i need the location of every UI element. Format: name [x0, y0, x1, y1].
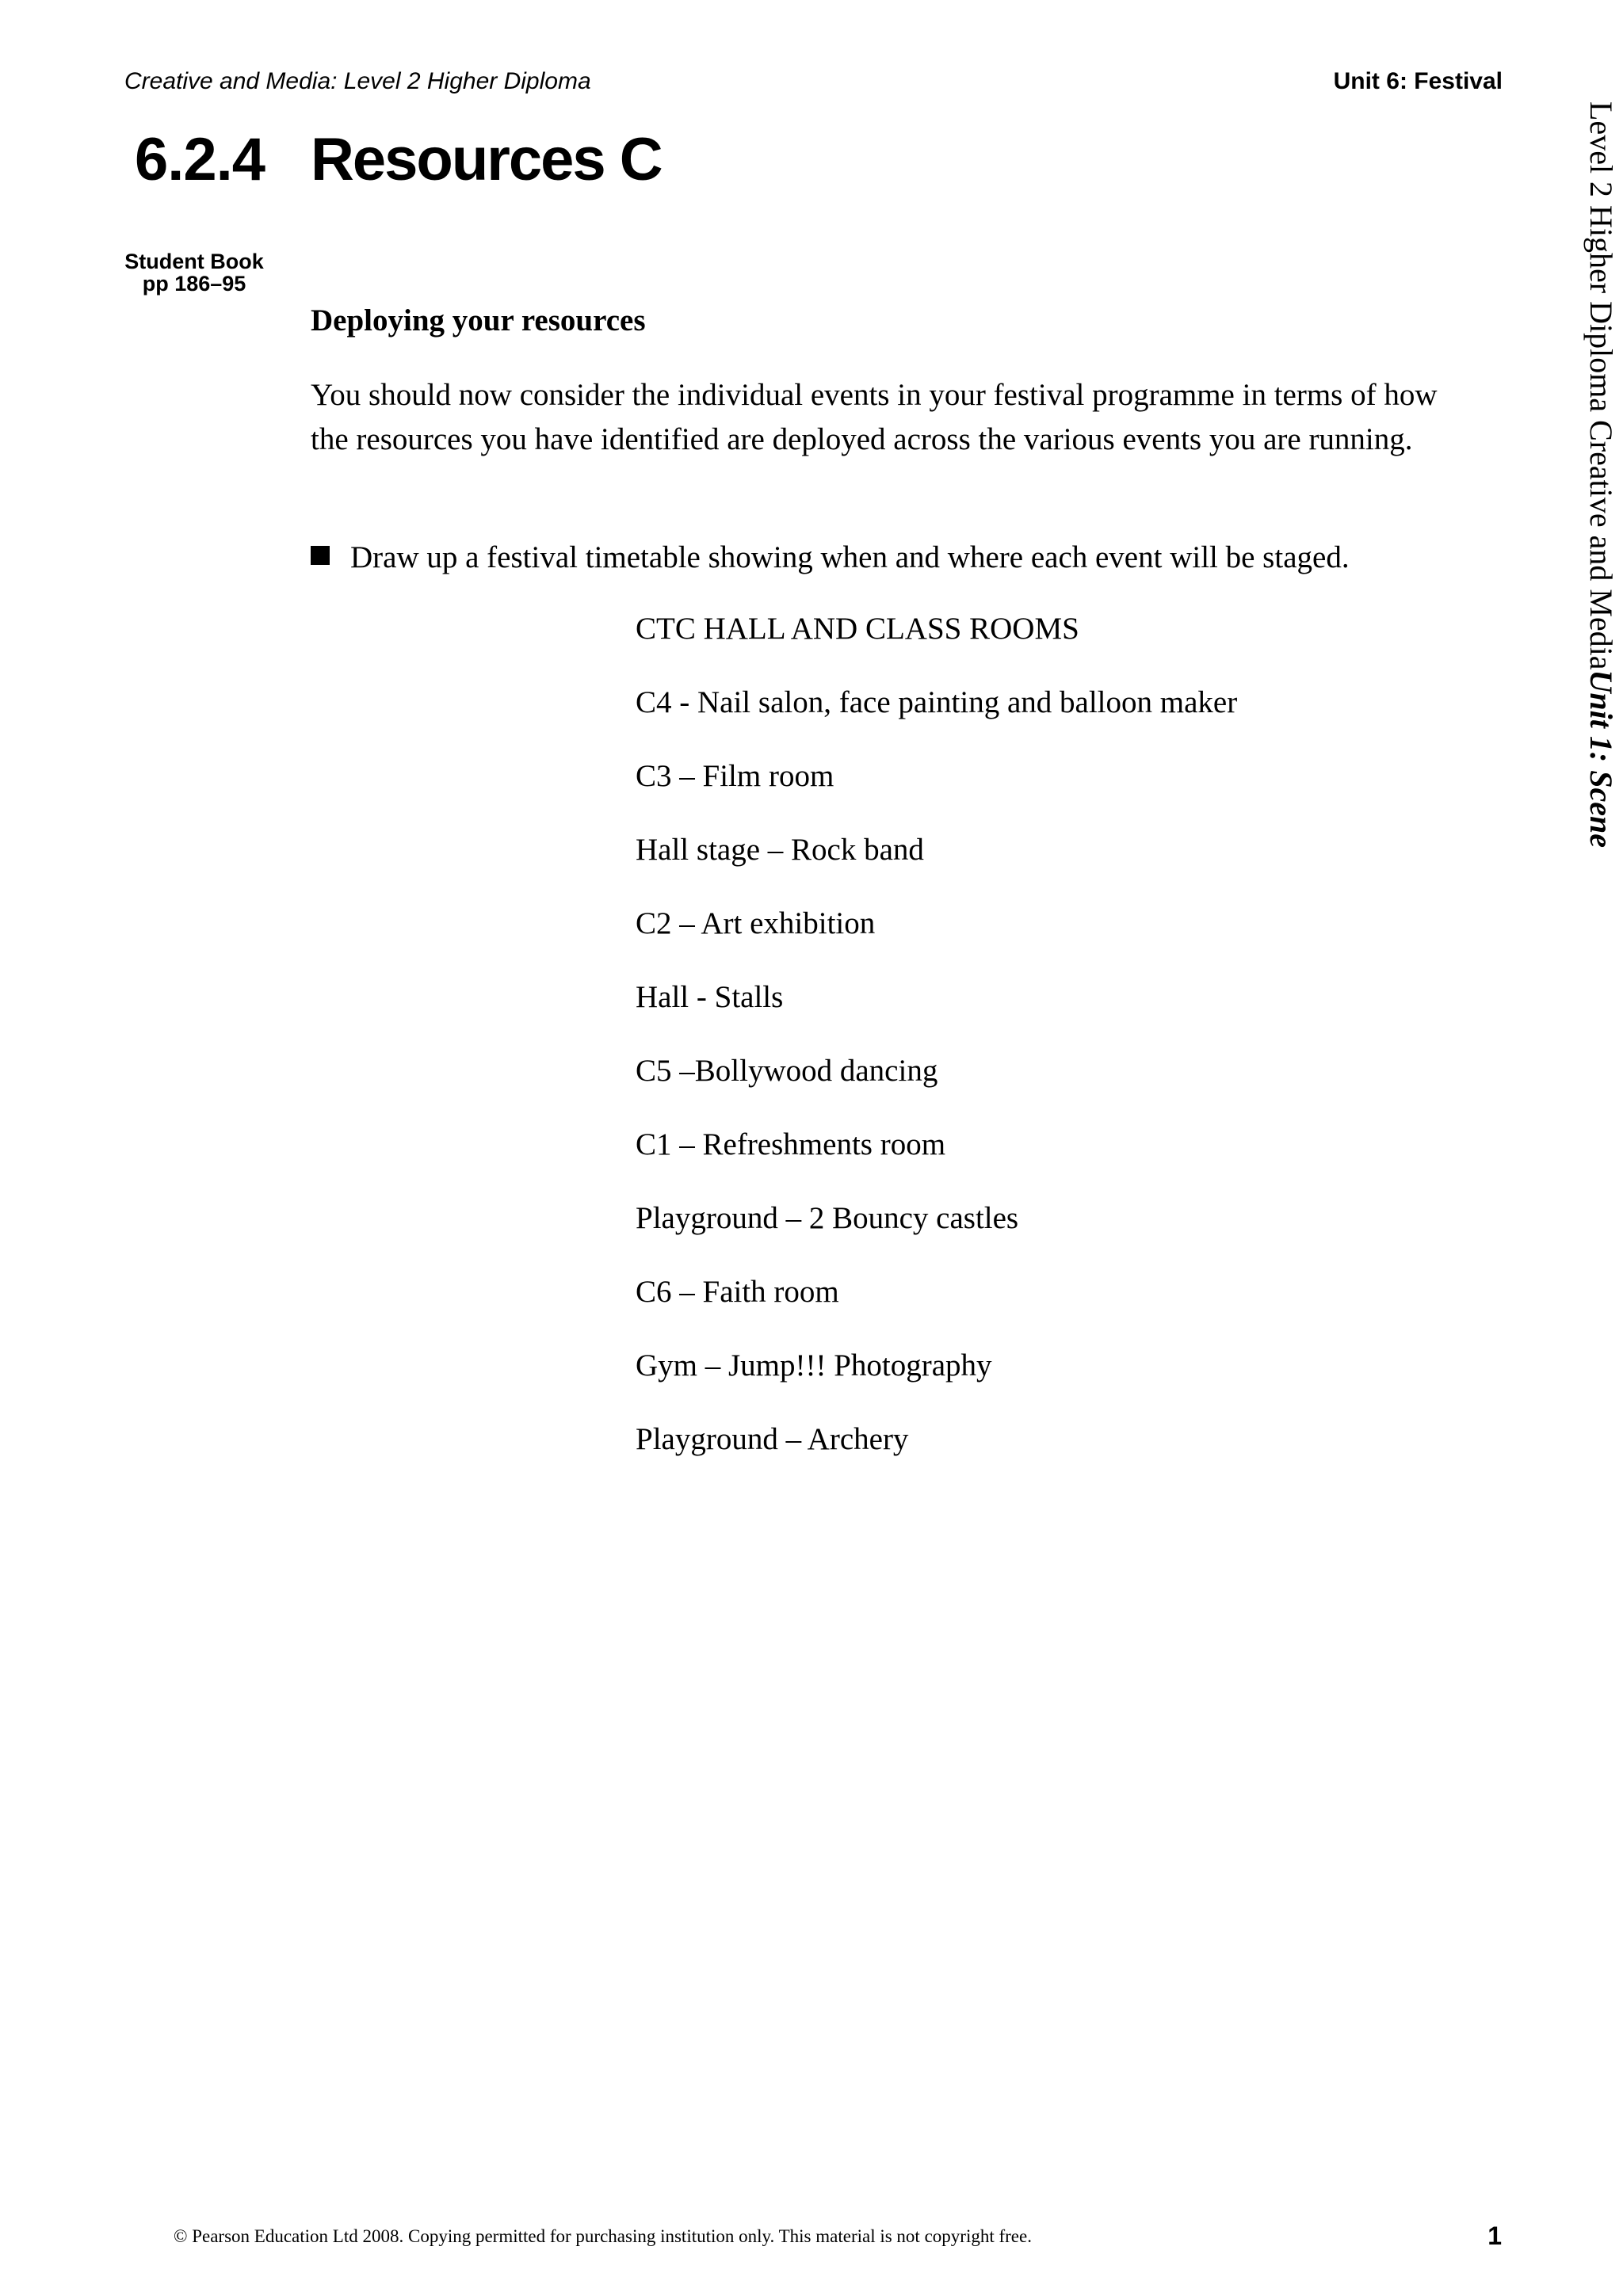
timetable-heading: CTC HALL AND CLASS ROOMS	[636, 612, 1079, 646]
side-title-main: Level 2 Higher Diploma Creative and Media	[1583, 101, 1619, 670]
student-book-reference	[119, 250, 269, 295]
timetable-entry: Playground – Archery	[636, 1422, 909, 1456]
student-book-pages: pp 186–95	[142, 272, 246, 296]
bullet-item	[311, 536, 1350, 580]
timetable-entry: Hall stage – Rock band	[636, 833, 924, 867]
running-header-left: Creative and Media: Level 2 Higher Diploma	[124, 68, 591, 94]
subheading: Deploying your resources	[311, 303, 646, 338]
side-title-unit: Unit 1: Scene	[1583, 669, 1619, 848]
timetable-entry: Hall - Stalls	[636, 980, 784, 1014]
page-number: 1	[1487, 2222, 1502, 2250]
square-bullet-icon	[311, 546, 330, 565]
intro-paragraph: You should now consider the individual events in your festival programme in terms of how the resources you have identified are deployed across the various events you are running.	[311, 378, 1438, 456]
festival-timetable	[636, 607, 1237, 1491]
timetable-entry: C2 – Art exhibition	[636, 906, 876, 940]
timetable-entry: C5 –Bollywood dancing	[636, 1054, 938, 1088]
running-header-right: Unit 6: Festival	[1333, 68, 1503, 94]
bullet-text: Draw up a festival timetable showing when and where each event will be staged.	[350, 540, 1350, 574]
timetable-entry: C1 – Refreshments room	[636, 1127, 946, 1161]
student-book-label: Student Book	[124, 250, 264, 273]
copyright-notice: © Pearson Education Ltd 2008. Copying permitted for purchasing institution only. This material is not copyright free.	[174, 2226, 1032, 2246]
timetable-entry: C4 - Nail salon, face painting and balloon maker	[636, 685, 1238, 719]
timetable-entry: C3 – Film room	[636, 759, 834, 793]
timetable-entry: Playground – 2 Bouncy castles	[636, 1201, 1019, 1235]
timetable-entry: C6 – Faith room	[636, 1275, 839, 1309]
section-number: 6.2.4	[135, 126, 265, 193]
vertical-side-title	[1583, 101, 1620, 848]
timetable-entry: Gym – Jump!!! Photography	[636, 1348, 992, 1383]
section-title: Resources C	[311, 126, 662, 193]
